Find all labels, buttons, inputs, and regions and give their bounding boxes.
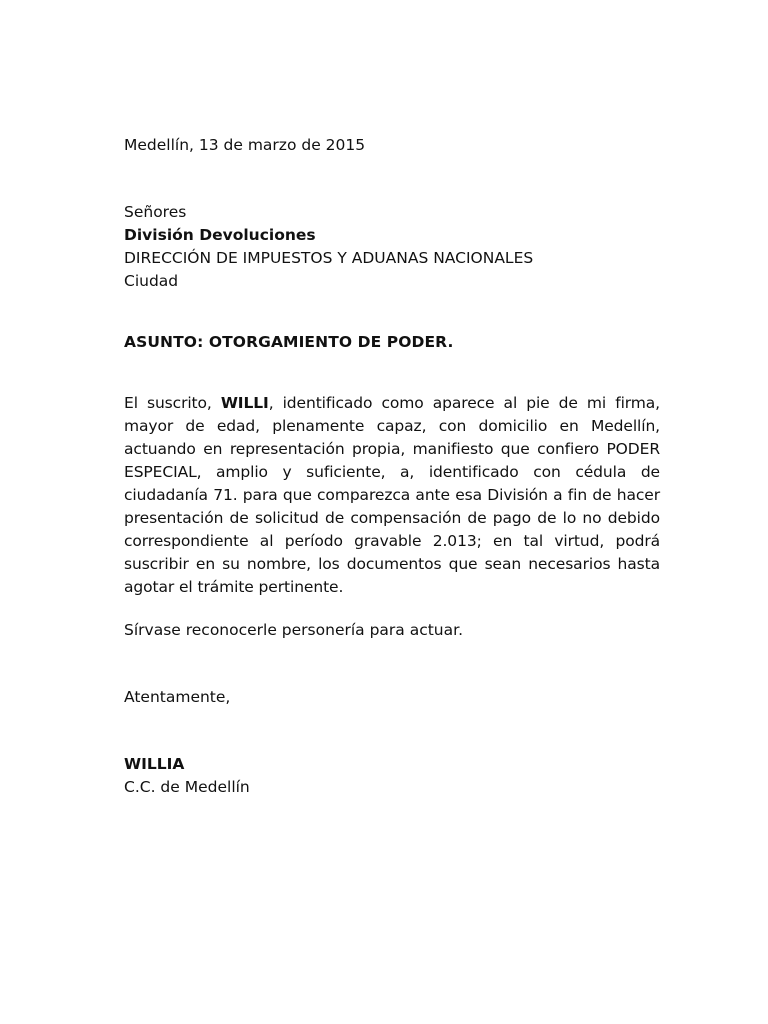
body-intro: El suscrito, — [124, 394, 221, 412]
subject-line: ASUNTO: OTORGAMIENTO DE PODER. — [124, 333, 454, 351]
body-grantor-name: WILLI — [220, 394, 269, 412]
spacer — [124, 642, 660, 686]
letter-body — [124, 392, 660, 599]
date-line: Medellín, 13 de marzo de 2015 — [124, 136, 366, 154]
letter-page — [124, 134, 660, 799]
spacer — [124, 709, 660, 753]
spacer — [124, 354, 660, 392]
spacer — [124, 157, 660, 201]
spacer — [124, 599, 660, 619]
recipient-salutation: Señores — [124, 203, 187, 221]
body-main-text: , identificado como aparece al pie de mi firma, mayor de edad, plenamente capaz, con domicilio en Medellín, actuando en representación propia, manifiesto que confiero PODER ESPECIAL, amplio y suficiente, a, identificado con cédula de ciudadanía 71. para que comparezca ante esa División a fin de hacer presentación de solicitud de compensación de pago de lo no debido correspondiente al período gravable 2.013; en tal virtud, podrá suscribir en su nombre, los documentos que sean necesarios hasta agotar el trámite pertinente. — [124, 394, 660, 596]
recipient-block — [124, 201, 660, 293]
spacer — [124, 293, 660, 331]
recipient-division: División Devoluciones — [124, 226, 316, 244]
closing-line: Atentamente, — [124, 688, 231, 706]
signature-name: WILLIA — [124, 755, 185, 773]
recipient-organization: DIRECCIÓN DE IMPUESTOS Y ADUANAS NACIONALES — [124, 249, 534, 267]
signature-id-line: C.C. de Medellín — [124, 778, 250, 796]
recipient-city: Ciudad — [124, 272, 179, 290]
request-line: Sírvase reconocerle personería para actuar. — [124, 621, 464, 639]
signature-block — [124, 753, 660, 799]
